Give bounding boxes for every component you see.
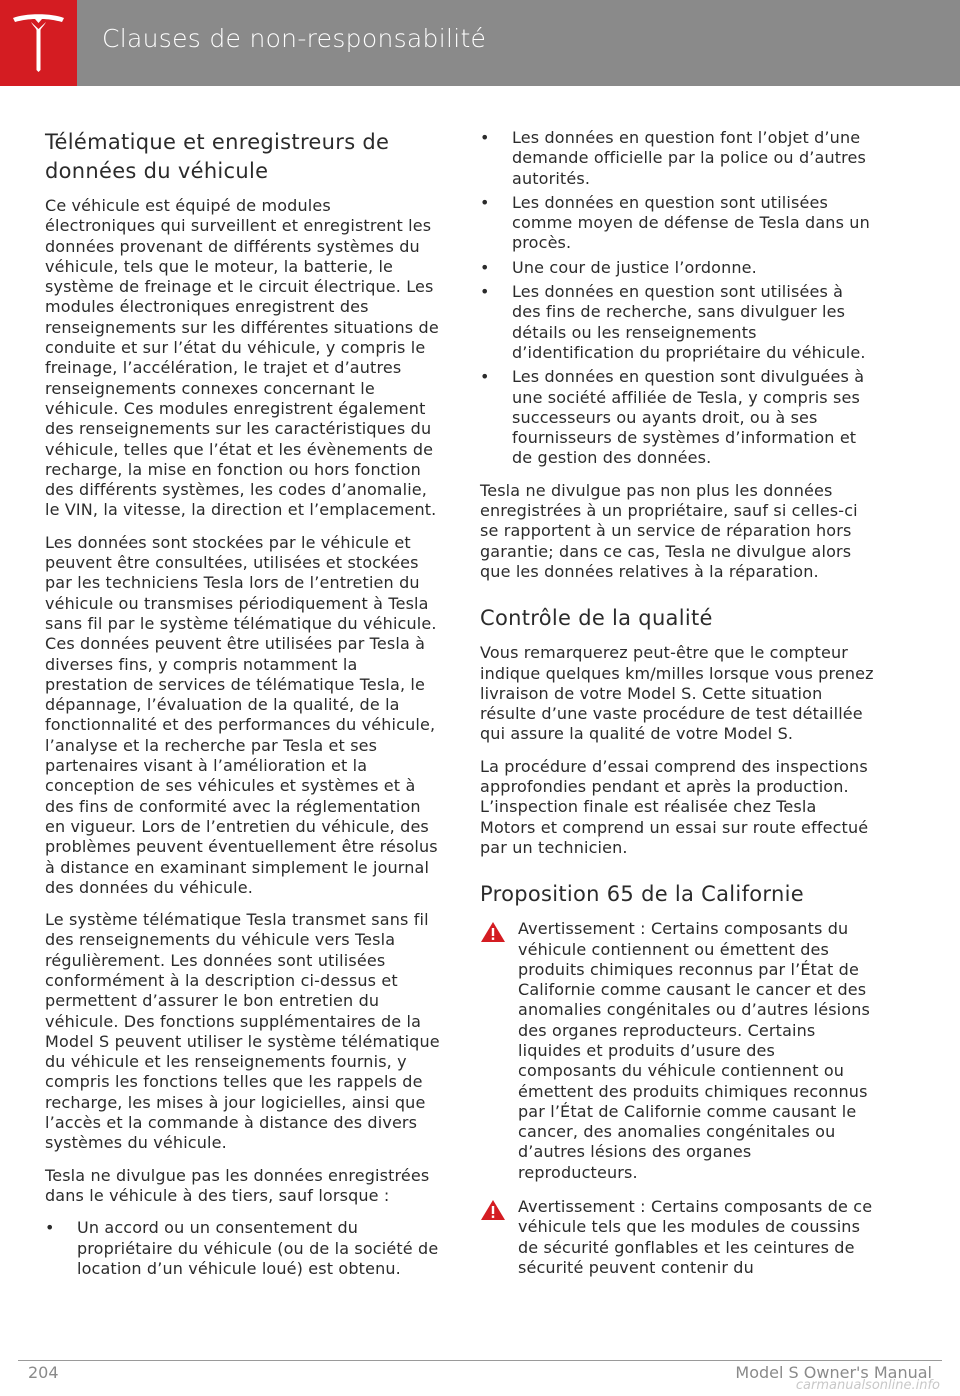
page-number: 204 (28, 1363, 59, 1382)
paragraph: Tesla ne divulgue pas les données enregistrées dans le véhicule à des tiers, sauf lorsque : (45, 1165, 430, 1205)
section-heading-prop65: Proposition 65 de la Californie (480, 882, 804, 907)
left-column (45, 128, 441, 1291)
warning-text: Avertissement : Certains composants du véhicule contiennent ou émettent des produits chimiques reconnus par l’État de Californie comme causant le cancer et des anomalies congénitales ou d’autres lésions des organes reproducteurs. Certains liquides et produits d’usure des composants du véhicule contiennent ou émettent des produits chimiques reconnus par l’État de Californie comme causant le cancer, des anomalies congénitales ou d’autres lésions des organes reproducteurs. (518, 919, 870, 1182)
list-item (480, 367, 876, 468)
paragraph: Ce véhicule est équipé de modules électroniques qui surveillent et enregistrent les données provenant de différents systèmes du véhicule, tels que le moteur, la batterie, le système de freinage et le circuit électrique. Les modules électroniques enregistrent des renseignements sur les différentes situations de conduite et sur l’état du véhicule, y compris le freinage, l’accélération, le trajet et d’autres renseignements connexes concernant le véhicule. Ces modules enregistrent également des renseignements sur les caractéristiques du véhicule, telles que l’état et les évènements de recharge, la mise en fonction ou hors fonction des différents systèmes, les codes d’anomalie, le VIN, la vitesse, la direction et l’emplacement. (45, 196, 439, 520)
warning-block (480, 919, 876, 1183)
bullet-icon: • (480, 282, 490, 302)
section-heading-telematics: Télématique et enregistreurs de données du véhicule (45, 130, 390, 183)
warning-icon (480, 1199, 506, 1221)
tesla-logo-icon (11, 12, 66, 74)
list-item (480, 258, 876, 278)
list-item-text: Une cour de justice l’ordonne. (512, 257, 757, 277)
tesla-logo (0, 0, 77, 86)
manual-name: Model S Owner's Manual (735, 1363, 932, 1382)
list-item-text: Un accord ou un consentement du propriétaire du véhicule (ou de la société de location d’un véhicule loué) est obtenu. (77, 1218, 439, 1278)
list-item (45, 1218, 441, 1279)
list-item (480, 193, 876, 254)
page-header (0, 0, 960, 86)
paragraph: La procédure d’essai comprend des inspections approfondies pendant et après la production. L’inspection finale est réalisée chez Tesla Motors et comprend un essai sur route effectué par un technicien. (480, 756, 869, 857)
paragraph: Le système télématique Tesla transmet sans fil des renseignements du véhicule vers Tesla régulièrement. Les données sont utilisées conformément à la description ci-dessus et permettent d’assurer le bon entretien du véhicule. Des fonctions supplémentaires de la Model S peuvent utiliser le système télématique du véhicule et les renseignements fournis, y compris les fonctions telles que les rappels de recharge, les mises à jour logicielles, ainsi que l’accès et la commande à distance des divers systèmes du véhicule. (45, 910, 440, 1153)
right-column (480, 128, 876, 1292)
footer-divider (18, 1360, 942, 1361)
list-item-text: Les données en question sont divulguées à une société affiliée de Tesla, y compris ses successeurs ou ayants droit, ou à ses fournisseurs de systèmes d’information et de gestion des données. (512, 367, 865, 468)
list-item (480, 128, 876, 189)
page-title: Clauses de non-responsabilité (102, 24, 487, 53)
list-item-text: Les données en question font l’objet d’une demande officielle par la police ou d’autres autorités. (512, 128, 867, 188)
bullet-icon: • (45, 1218, 55, 1238)
bullet-icon: • (480, 257, 490, 277)
bullet-icon: • (480, 192, 490, 212)
paragraph: Les données sont stockées par le véhicule et peuvent être consultées, utilisées et stockées par les techniciens Tesla lors de l’entretien du véhicule ou transmises périodiquement à Tesla sans fil par le système télématique du véhicule. Ces données peuvent être utilisées par Tesla à diverses fins, y compris notamment la prestation de services de télématique Tesla, le dépannage, l’évaluation de la qualité, de la fonctionnalité et des performances du véhicule, l’analyse et la recherche par Tesla et ses partenaires visant à l’amélioration et la conception de ses véhicules et systèmes et à des fins de conformité avec la réglementation en vigueur. Lors de l’entretien du véhicule, des problèmes peuvent éventuellement être résolus à distance en examinant simplement le journal des données du véhicule. (45, 532, 438, 897)
list-item-text: Les données en question sont utilisées comme moyen de défense de Tesla dans un procès. (512, 192, 870, 253)
bullet-list (480, 128, 876, 469)
bullet-list (45, 1218, 441, 1279)
watermark: carmanualsonline.info (795, 1378, 940, 1393)
warning-block (480, 1197, 876, 1278)
bullet-icon: • (480, 128, 490, 147)
section-heading-quality: Contrôle de la qualité (480, 606, 713, 631)
warning-text: Avertissement : Certains composants de ce véhicule tels que les modules de coussins de sécurité gonflables et les ceintures de sécurité peuvent contenir du (518, 1197, 873, 1277)
paragraph: Tesla ne divulgue pas non plus les données enregistrées à un propriétaire, sauf si celles-ci se rapportent à un service de réparation hors garantie; dans ce cas, Tesla ne divulgue alors que les données relatives à la réparation. (480, 480, 858, 581)
list-item (480, 282, 876, 363)
list-item-text: Les données en question sont utilisées à des fins de recherche, sans divulguer les détails ou les renseignements d’identification du propriétaire du véhicule. (512, 282, 866, 362)
warning-icon (480, 921, 506, 943)
bullet-icon: • (480, 367, 490, 387)
paragraph: Vous remarquerez peut-être que le compteur indique quelques km/milles lorsque vous prenez livraison de votre Model S. Cette situation résulte d’une vaste procédure de test détaillée qui assure la qualité de votre Model S. (480, 643, 874, 744)
